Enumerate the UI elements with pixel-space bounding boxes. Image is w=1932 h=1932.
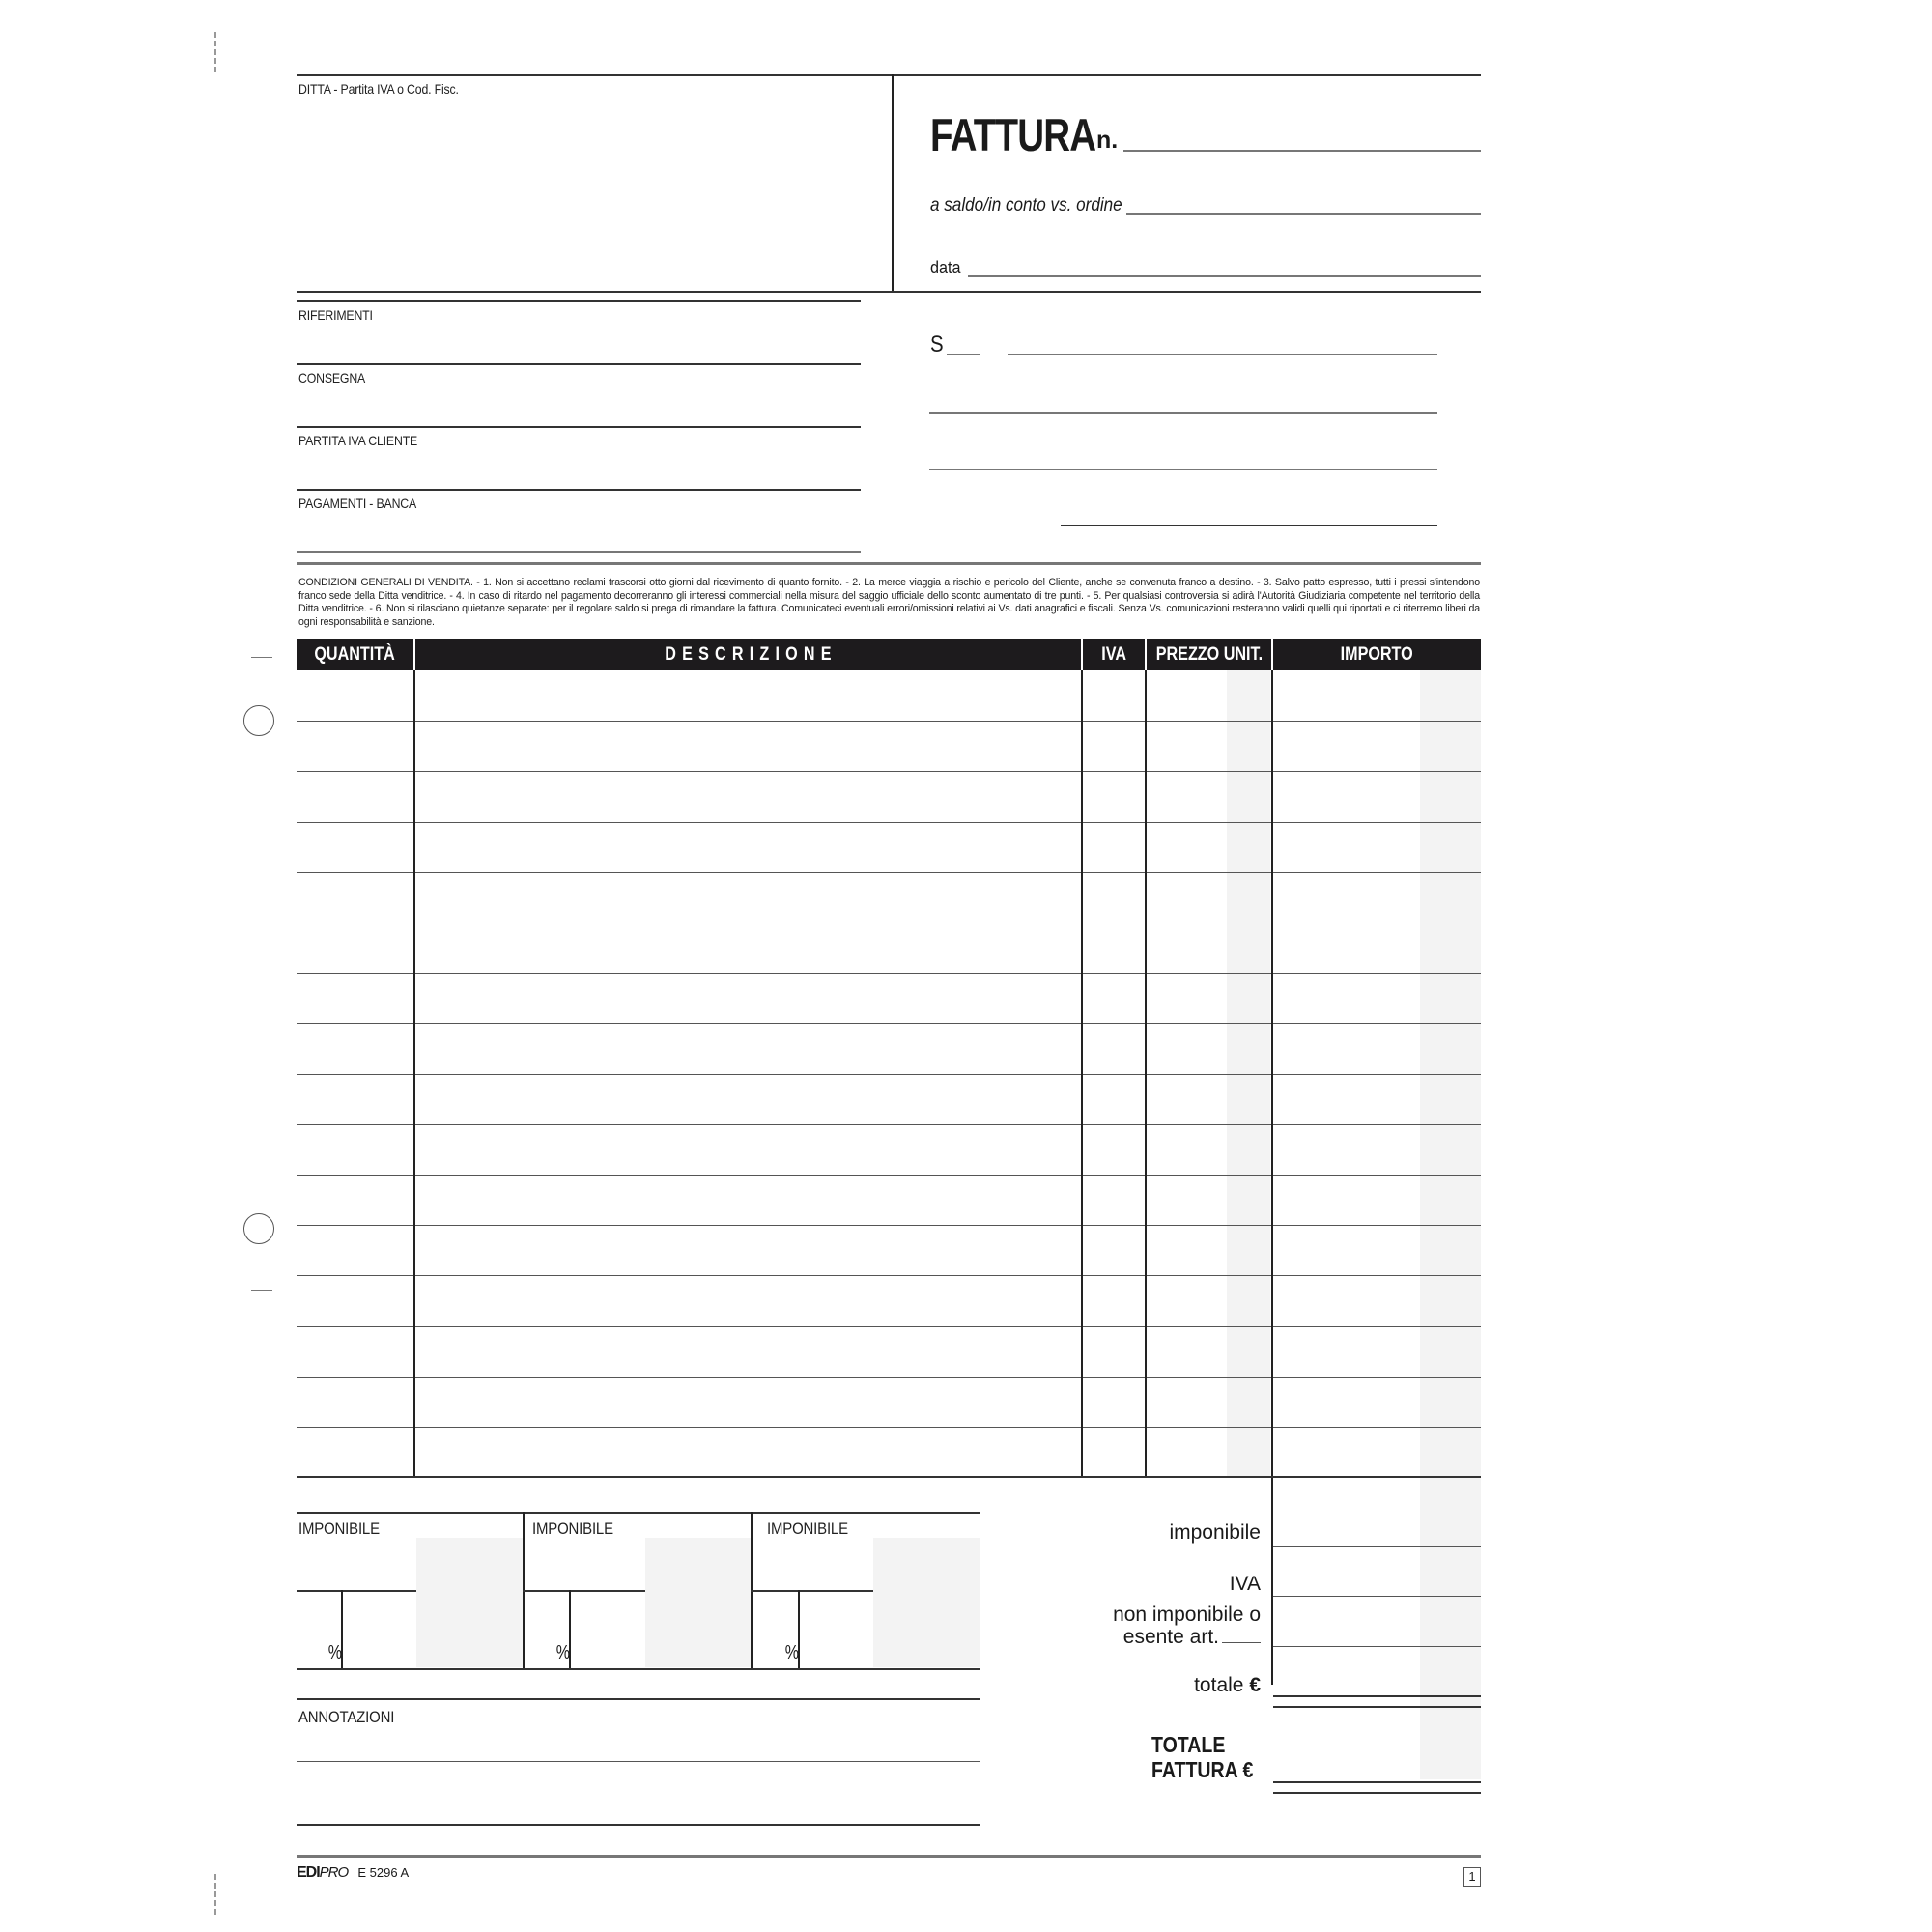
addressee-postal-field[interactable] bbox=[1061, 525, 1437, 526]
table-row[interactable] bbox=[297, 1175, 1481, 1225]
margin-tick bbox=[251, 657, 272, 658]
vat-imponibile-label-2: IMPONIBILE bbox=[532, 1520, 613, 1538]
invoice-title: FATTURA bbox=[930, 109, 1096, 160]
vat-imponibile-field-3[interactable] bbox=[753, 1538, 978, 1588]
conditions-border bbox=[297, 562, 1481, 565]
table-row[interactable] bbox=[297, 1326, 1481, 1377]
table-row[interactable] bbox=[297, 1023, 1481, 1073]
table-row[interactable] bbox=[297, 771, 1481, 821]
totals-non-imponibile-label bbox=[1113, 1604, 1261, 1648]
totals-separator bbox=[1273, 1706, 1481, 1708]
table-bottom-border bbox=[297, 1476, 1481, 1478]
column-header-iva: IVA bbox=[1083, 639, 1145, 670]
column-header-quantita: QUANTITÀ bbox=[297, 639, 413, 670]
vat-imponibile-label-3: IMPONIBILE bbox=[767, 1520, 848, 1538]
field-border bbox=[297, 363, 861, 365]
consegna-field[interactable] bbox=[298, 386, 861, 423]
table-row[interactable] bbox=[297, 973, 1481, 1023]
order-field[interactable] bbox=[1126, 213, 1481, 215]
vat-percent-label-2: % bbox=[555, 1642, 571, 1663]
ditta-field[interactable] bbox=[298, 97, 877, 285]
vat-imponibile-field-1[interactable] bbox=[298, 1538, 520, 1588]
totale-text: totale bbox=[1194, 1674, 1244, 1696]
addressee-prefix: S bbox=[930, 331, 944, 357]
perforation-mark-bottom bbox=[214, 1874, 216, 1915]
totale-fattura-field[interactable] bbox=[1273, 1781, 1481, 1783]
field-border bbox=[297, 300, 861, 302]
pagamenti-banca-field[interactable] bbox=[298, 512, 861, 549]
totals-iva-label: IVA bbox=[1229, 1573, 1261, 1595]
non-imponibile-line2 bbox=[1113, 1626, 1261, 1648]
table-row[interactable] bbox=[297, 670, 1481, 721]
esente-art-label: esente art. bbox=[1122, 1626, 1219, 1648]
consegna-label: CONSEGNA bbox=[298, 370, 366, 385]
pagamenti-banca-label: PAGAMENTI - BANCA bbox=[298, 496, 417, 511]
column-divider bbox=[1271, 670, 1273, 1685]
vat-amount-field-1[interactable] bbox=[345, 1594, 519, 1665]
field-border bbox=[297, 551, 861, 553]
table-row[interactable] bbox=[297, 872, 1481, 923]
column-divider bbox=[1145, 670, 1147, 1476]
vat-imponibile-label-1: IMPONIBILE bbox=[298, 1520, 380, 1538]
vat-percent-label-3: % bbox=[784, 1642, 800, 1663]
table-row[interactable] bbox=[297, 721, 1481, 771]
table-row[interactable] bbox=[297, 1225, 1481, 1275]
table-row[interactable] bbox=[297, 1427, 1481, 1477]
totals-imponibile-field[interactable] bbox=[1273, 1546, 1481, 1547]
addressee-city-field[interactable] bbox=[929, 469, 1437, 470]
margin-tick bbox=[251, 1290, 272, 1291]
header-divider bbox=[892, 74, 894, 291]
totale-fattura-line2 bbox=[1151, 1757, 1253, 1782]
vat-top-border bbox=[297, 1512, 980, 1514]
annotations-bottom-border bbox=[297, 1824, 980, 1826]
header-bottom-border bbox=[297, 291, 1481, 293]
totals-iva-field[interactable] bbox=[1273, 1596, 1481, 1597]
field-border bbox=[297, 489, 861, 491]
sales-conditions: CONDIZIONI GENERALI DI VENDITA. - 1. Non si accettano reclami trascorsi otto giorni dal ricevimento di quanto fornito. - 2. La merce viaggia a rischio e pericolo del Cliente, anche se convenuta franco a destino. - 3. Salvo patto espresso, tutti i pressi s'intendono franco sede della Ditta venditrice. - 4. In caso di ritardo nel pagamento decorreranno gli interessi commerciali nella misura del saggio ufficiale dello sconto aumentato di tre punti. - 5. Per qualsiasi controversia si adirà l'Autorità Giudiziaria competente nel territorio della Ditta venditrice. - 6. Non si rilasciano quietanze separate: per il regolare saldo si prega di rimandare la fattura. Comunicateci eventuali errori/omissioni relativi ai Vs. dati anagrafici e fiscali. Senza Vs. comunicazioni resteranno validi quelli qui riportati e ci riterremo liberi da ogni responsabilità e sanzione. bbox=[298, 577, 1480, 628]
partita-iva-cliente-label: PARTITA IVA CLIENTE bbox=[298, 433, 418, 448]
annotations-label: ANNOTAZIONI bbox=[298, 1708, 395, 1726]
annotations-top-border bbox=[297, 1698, 980, 1700]
brand-bold: EDI bbox=[297, 1864, 320, 1881]
vat-amount-field-3[interactable] bbox=[802, 1594, 978, 1665]
addressee-salutation-field[interactable] bbox=[947, 354, 980, 355]
totals-totale-label bbox=[1194, 1674, 1261, 1697]
footer-border bbox=[297, 1855, 1481, 1858]
vat-percent-label-1: % bbox=[327, 1642, 343, 1663]
addressee-address-field[interactable] bbox=[929, 412, 1437, 414]
binding-hole-icon bbox=[243, 705, 274, 736]
table-row[interactable] bbox=[297, 822, 1481, 872]
totale-fattura-line1: TOTALE bbox=[1151, 1732, 1226, 1757]
binding-hole-icon bbox=[243, 1213, 274, 1244]
non-imponibile-line1: non imponibile o bbox=[1113, 1604, 1261, 1626]
ditta-label: DITTA - Partita IVA o Cod. Fisc. bbox=[298, 81, 459, 97]
vat-amount-field-2[interactable] bbox=[573, 1594, 747, 1665]
euro-icon: € bbox=[1242, 1757, 1254, 1782]
order-label: a saldo/in conto vs. ordine bbox=[930, 195, 1122, 215]
esente-art-field[interactable] bbox=[1222, 1642, 1261, 1643]
invoice-number-label: n. bbox=[1096, 127, 1119, 154]
vat-imponibile-field-2[interactable] bbox=[526, 1538, 748, 1588]
riferimenti-field[interactable] bbox=[298, 324, 861, 360]
totals-totale-field[interactable] bbox=[1273, 1695, 1481, 1697]
column-header-importo: IMPORTO bbox=[1273, 639, 1481, 670]
column-header-descrizione: D E S C R I Z I O N E bbox=[415, 639, 1081, 670]
partita-iva-cliente-field[interactable] bbox=[298, 449, 861, 486]
column-divider bbox=[413, 670, 415, 1476]
copy-number-badge: 1 bbox=[1463, 1867, 1481, 1887]
table-row[interactable] bbox=[297, 1275, 1481, 1325]
totals-non-imponibile-field[interactable] bbox=[1273, 1646, 1481, 1647]
top-border bbox=[297, 74, 1481, 76]
euro-icon: € bbox=[1249, 1674, 1261, 1696]
fattura-text: FATTURA bbox=[1151, 1757, 1238, 1782]
totale-fattura-label bbox=[1151, 1732, 1253, 1782]
totale-fattura-underline bbox=[1273, 1792, 1481, 1794]
date-label: data bbox=[930, 258, 961, 277]
addressee-name-field[interactable] bbox=[1008, 354, 1437, 355]
table-row[interactable] bbox=[297, 1074, 1481, 1124]
riferimenti-label: RIFERIMENTI bbox=[298, 307, 373, 323]
perforation-mark-top bbox=[214, 32, 216, 72]
totals-imponibile-label: imponibile bbox=[1169, 1521, 1261, 1544]
table-row[interactable] bbox=[297, 1377, 1481, 1427]
form-code: E 5296 A bbox=[357, 1865, 410, 1880]
publisher-logo bbox=[297, 1864, 409, 1882]
table-row[interactable] bbox=[297, 923, 1481, 973]
column-divider bbox=[1081, 670, 1083, 1476]
date-field[interactable] bbox=[968, 275, 1481, 277]
column-header-prezzo-unit: PREZZO UNIT. bbox=[1147, 639, 1271, 670]
annotations-field[interactable] bbox=[298, 1729, 979, 1821]
vat-bottom-border bbox=[297, 1668, 980, 1670]
field-border bbox=[297, 426, 861, 428]
table-row[interactable] bbox=[297, 1124, 1481, 1175]
brand-italic: PRO bbox=[319, 1864, 349, 1881]
invoice-number-field[interactable] bbox=[1123, 150, 1481, 152]
